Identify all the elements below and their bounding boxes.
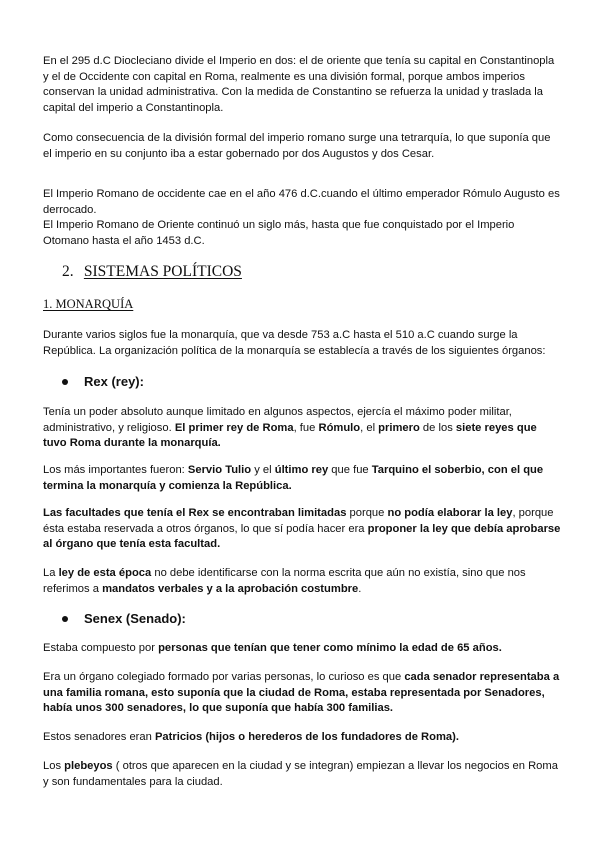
- text-run: Los: [43, 760, 65, 772]
- text-run: y el: [251, 464, 275, 476]
- bold-text-run: siete reyes que tuvo Roma durante la monarquía.: [43, 421, 537, 449]
- paragraph-ley-epoca: [43, 566, 561, 597]
- bold-text-run: Las facultades que tenía el Rex se encontraban limitadas: [43, 507, 347, 519]
- text-run: que fue: [328, 464, 372, 476]
- text-run: ( otros que aparecen en la ciudad y se integran) empiezan a llevar los negocios en Roma y son fundamentales para la ciudad.: [43, 760, 558, 788]
- bullet-dot-icon: [62, 379, 68, 385]
- bold-text-run: primero: [378, 421, 420, 434]
- paragraph-rex-importantes: [43, 463, 561, 494]
- paragraph-caida-occidente: [43, 187, 561, 218]
- bold-text-run: mandatos verbales y a la aprobación costumbre: [102, 582, 359, 595]
- bold-text-run: plebeyos: [64, 760, 113, 772]
- bold-text-run: cada senador representaba a una familia romana, esto suponía que la ciudad de Roma, estaba representada por Senadores, había unos 300 senadores, lo que suponía que había 300 familias.: [43, 671, 560, 714]
- section-title: SISTEMAS POLÍTICOS: [83, 263, 242, 280]
- text-run: La: [43, 567, 59, 579]
- text-run: , el: [360, 421, 379, 434]
- bold-text-run: no podía elaborar la ley: [387, 507, 513, 519]
- paragraph-senado-composicion: [43, 641, 561, 657]
- section-number: 2.: [62, 263, 74, 280]
- subsection-heading: 1. MONARQUÍA: [43, 297, 134, 311]
- text-run: El Imperio Romano de Oriente continuó un siglo más, hasta que fue conquistado por el Imperio Otomano hasta el año 1453 d.C.: [43, 219, 515, 247]
- bold-text-run: personas que tenían que tener como mínimo la edad de 65 años.: [158, 642, 502, 654]
- text-run: , porque ésta estaba reservada a otros órganos, lo que sí podía hacer era: [43, 507, 554, 535]
- bold-text-run: El primer rey de Roma: [174, 421, 294, 434]
- bold-text-run: ley de esta época: [58, 567, 152, 579]
- text-run: .: [358, 582, 362, 595]
- bullet-heading-senex: [62, 610, 186, 628]
- bold-text-run: Tarquino el soberbio, con el que termina la monarquía y comienza la República.: [43, 464, 544, 492]
- text-run: Como consecuencia de la división formal del imperio romano surge una tetrarquía, lo que suponía que el imperio en su conjunto iba a estar gobernado por dos Augustos y dos Cesar.: [43, 132, 551, 160]
- paragraph-imperio-oriente: [43, 218, 561, 249]
- text-run: Tenía un poder absoluto aunque limitado en algunos aspectos, ejercía el máximo poder militar, administrativo, y religioso.: [43, 406, 512, 434]
- bullet-heading-senex-label: Senex (Senado):: [84, 611, 186, 626]
- bold-text-run: Servio Tulio: [187, 464, 252, 476]
- paragraph-senado-colegiado: [43, 670, 561, 717]
- text-run: Era un órgano colegiado formado por varias personas, lo curioso es que: [43, 671, 405, 683]
- text-run: Durante varios siglos fue la monarquía, que va desde 753 a.C hasta el 510 a.C cuando surge la República. La organización política de la monarquía se establecía a través de los siguientes órganos:: [43, 329, 546, 357]
- text-run: no debe identificarse con la norma escrita que aún no existía, sino que nos referimos a: [43, 567, 526, 595]
- bold-text-run: Patricios (hijos o herederos de los fundadores de Roma).: [154, 731, 459, 743]
- text-run: porque: [346, 507, 388, 519]
- bold-text-run: último rey: [274, 464, 329, 476]
- bullet-dot-icon: [62, 616, 68, 622]
- paragraph-division-imperio: [43, 54, 561, 116]
- section-heading: [62, 262, 242, 282]
- bullet-heading-rex: [62, 373, 144, 391]
- bold-text-run: Rómulo: [318, 421, 361, 434]
- bullet-heading-rex-label: Rex (rey):: [84, 374, 144, 389]
- paragraph-rex-poder: [43, 405, 561, 452]
- paragraph-tetrarquia: [43, 131, 561, 162]
- paragraph-rex-facultades: [43, 506, 561, 553]
- text-run: Estaba compuesto por: [43, 642, 159, 654]
- text-run: de los: [419, 421, 456, 434]
- paragraph-monarquia-intro: [43, 328, 561, 359]
- text-run: , fue: [293, 421, 319, 434]
- paragraph-senadores-patricios: [43, 730, 561, 746]
- bold-text-run: proponer la ley que debía aprobarse al órgano que tenía esta facultad.: [43, 522, 561, 550]
- paragraph-plebeyos: [43, 759, 561, 790]
- text-run: En el 295 d.C Diocleciano divide el Imperio en dos: el de oriente que tenía su capital en Constantinopla y el de Occidente con capital en Roma, realmente es una división formal, porque ambos imperios conservan la unidad administrativa. Con la medida de Constantino se refuerza la unidad y traslada la capital del imperio a Constantinopla.: [43, 55, 555, 114]
- text-run: El Imperio Romano de occidente cae en el año 476 d.C.cuando el último emperador Rómulo Augusto es derrocado.: [43, 188, 560, 216]
- text-run: Los más importantes fueron:: [43, 464, 188, 476]
- text-run: Estos senadores eran: [43, 731, 155, 743]
